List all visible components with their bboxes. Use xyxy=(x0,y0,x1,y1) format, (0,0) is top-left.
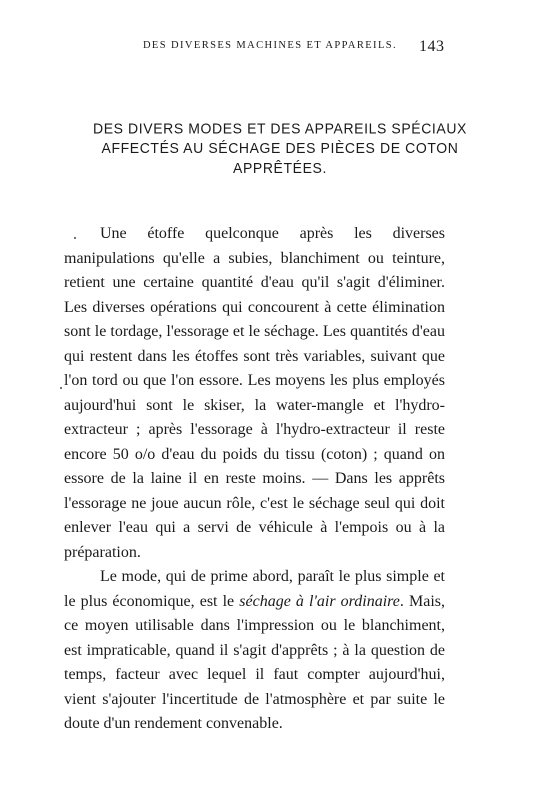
running-head: DES DIVERSES MACHINES ET APPAREILS. xyxy=(142,40,398,51)
paragraph: Une étoffe quelconque après les diverses manipulations qu'elle a subies, blanchiment ou teinture, retient une certaine quantité d'eau qu'il s'agit d'éliminer. Les diverses opérations qui concourent à cette élimination sont le tordage, l'essorage et le séchage. Les quantités d'eau qui restent dans les étoffes sont très variables, suivant que l'on tord ou que l'on essore. Les moyens les plus employés aujourd'hui sont le skiser, la water-mangle et l'hydro-extracteur ; après l'essorage à l'hydro-extracteur il reste encore 50 o/o d'eau du poids du tissu (coton) ; quand on essore de la laine il en reste moins. — Dans les apprêts l'essorage ne joue aucun rôle, c'est le séchage seul qui doit enlever l'eau qui a servi de véhicule à l'empois ou à la préparation. xyxy=(64,225,445,561)
paragraph-text: Le mode, qui de prime abord, paraît le plus simple et le plus économique, est le xyxy=(64,568,445,610)
section-title-line-2: AFFECTÉS AU SÉCHAGE DES PIÈCES DE COTON xyxy=(101,139,459,157)
emphasized-term: séchage à l'air ordinaire xyxy=(239,592,400,610)
section-title-line-1: DES DIVERS MODES ET DES APPAREILS SPÉCIAUX xyxy=(92,119,467,137)
margin-speck xyxy=(60,387,62,389)
section-title-line-3: APPRÊTÉES. xyxy=(233,159,327,177)
page-number: 143 xyxy=(419,38,445,55)
body-text xyxy=(64,222,445,737)
paragraph-text: . Mais, ce moyen utilisable dans l'impression ou le blanchiment, est impraticable, quand il s'agit d'apprêts ; à la question de temps, facteur avec lequel il faut compter aujourd'hui, vient s'ajouter l'incertitude de l'atmosphère et par suite le doute d'un rendement convenable. xyxy=(64,592,446,732)
paragraph xyxy=(64,565,445,737)
section-title xyxy=(60,119,500,179)
